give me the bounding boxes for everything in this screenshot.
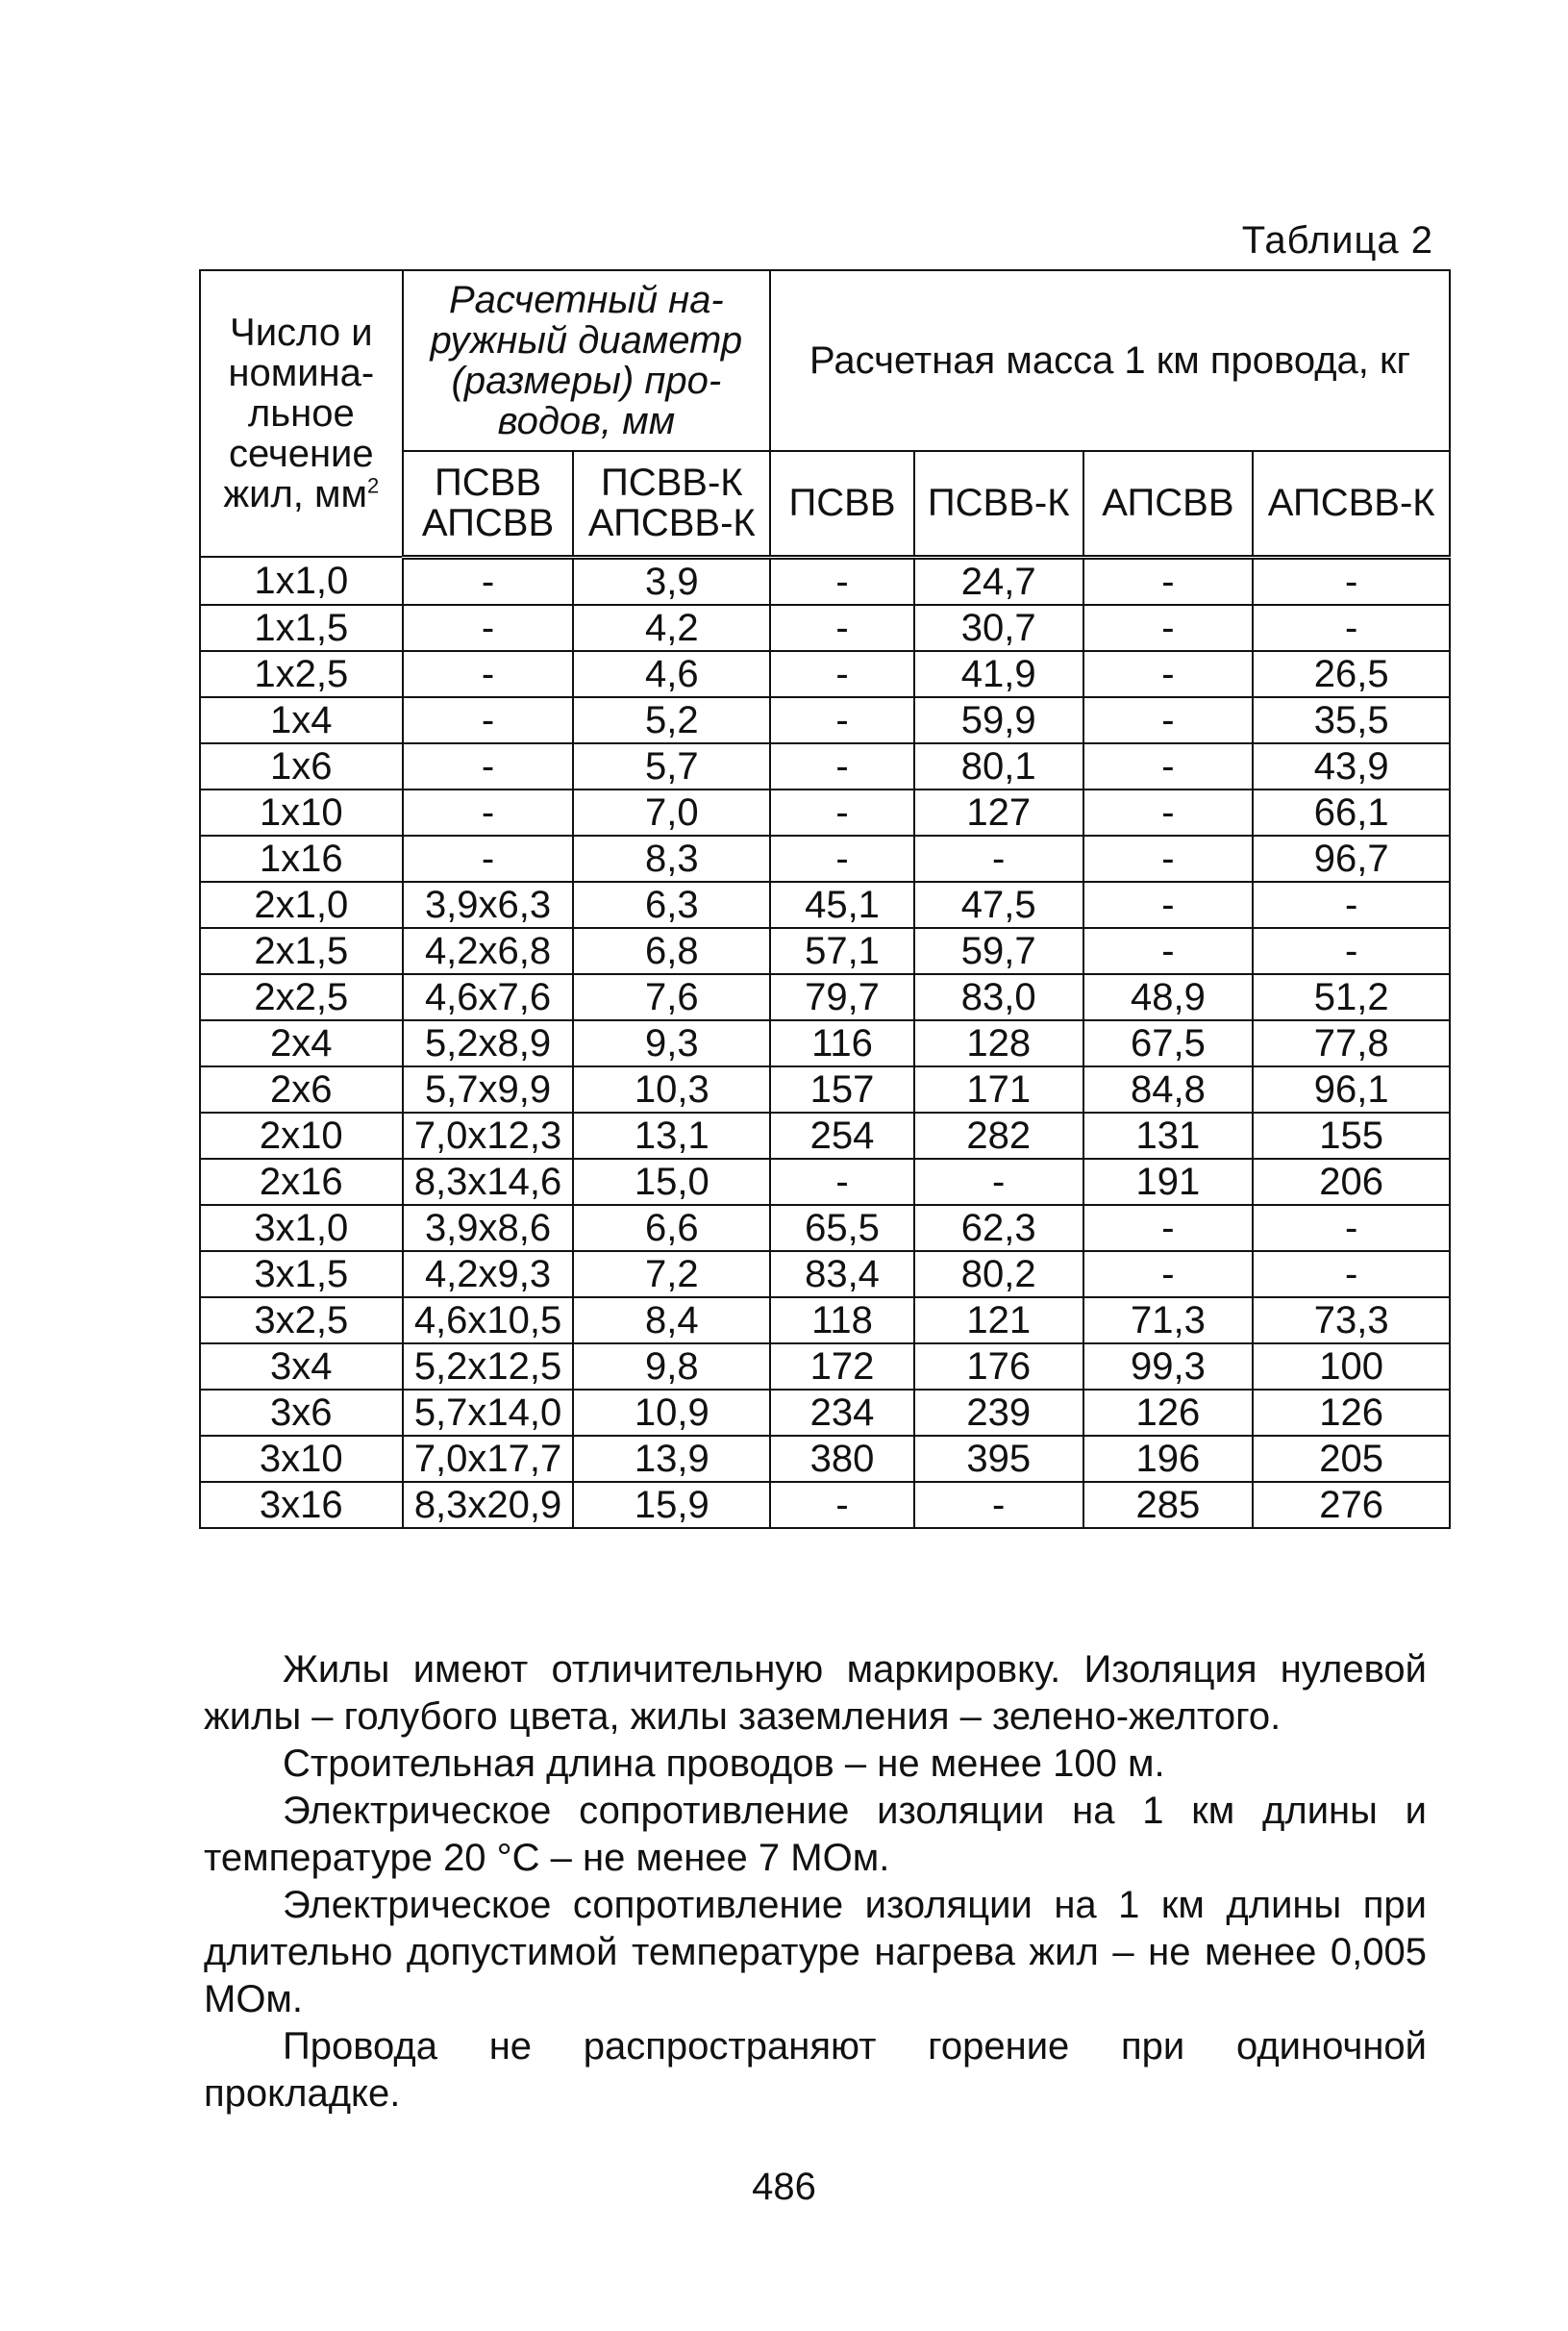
table-cell: 57,1 — [770, 928, 914, 974]
table-body — [200, 557, 1450, 1528]
cable-spec-table — [199, 269, 1451, 1529]
header-mass-col: ПСВВ — [770, 451, 914, 557]
table-row — [200, 1436, 1450, 1482]
table-row — [200, 651, 1450, 697]
table-row — [200, 557, 1450, 605]
table-cell: - — [1253, 1251, 1450, 1297]
table-cell: 51,2 — [1253, 974, 1450, 1020]
table-cell: 84,8 — [1083, 1066, 1254, 1113]
table-cell: 3x1,5 — [200, 1251, 403, 1297]
table-row — [200, 1159, 1450, 1205]
table-cell: 30,7 — [914, 605, 1083, 651]
table-cell: 3x1,0 — [200, 1205, 403, 1251]
table-cell: 176 — [914, 1343, 1083, 1390]
table-cell: 83,0 — [914, 974, 1083, 1020]
table-cell: - — [1083, 1205, 1254, 1251]
table-cell: - — [1083, 743, 1254, 790]
header-diameter-col: ПСВВ АПСВВ — [403, 451, 574, 557]
table-cell: 7,2 — [573, 1251, 770, 1297]
table-cell: 9,8 — [573, 1343, 770, 1390]
header-mass-col: АПСВВ-К — [1253, 451, 1450, 557]
table-cell: 126 — [1083, 1390, 1254, 1436]
table-cell: 128 — [914, 1020, 1083, 1066]
table-cell: - — [1253, 1205, 1450, 1251]
table-cell: - — [770, 651, 914, 697]
table-cell: 1x6 — [200, 743, 403, 790]
table-cell: 10,3 — [573, 1066, 770, 1113]
table-cell: 3x4 — [200, 1343, 403, 1390]
table-row — [200, 1343, 1450, 1390]
table-cell: 100 — [1253, 1343, 1450, 1390]
notes-text — [204, 1646, 1427, 2118]
table-cell: - — [770, 697, 914, 743]
table-cell: 2x6 — [200, 1066, 403, 1113]
table-cell: 15,0 — [573, 1159, 770, 1205]
table-cell: 96,1 — [1253, 1066, 1450, 1113]
table-cell: 35,5 — [1253, 697, 1450, 743]
table-cell: 80,1 — [914, 743, 1083, 790]
table-cell: 206 — [1253, 1159, 1450, 1205]
table-cell: - — [1083, 605, 1254, 651]
table-cell: - — [914, 1159, 1083, 1205]
table-cell: 43,9 — [1253, 743, 1450, 790]
table-cell: 2x4 — [200, 1020, 403, 1066]
table-cell: 4,6x10,5 — [403, 1297, 574, 1343]
table-row — [200, 1297, 1450, 1343]
table-cell: 4,2 — [573, 605, 770, 651]
table-cell: 6,8 — [573, 928, 770, 974]
table-row — [200, 1482, 1450, 1528]
table-cell: 7,0 — [573, 790, 770, 836]
table-cell: - — [1083, 836, 1254, 882]
header-mass-col: АПСВВ — [1083, 451, 1254, 557]
table-cell: 126 — [1253, 1390, 1450, 1436]
table-cell: - — [770, 836, 914, 882]
table-cell: 77,8 — [1253, 1020, 1450, 1066]
table-cell: 171 — [914, 1066, 1083, 1113]
table-row — [200, 1390, 1450, 1436]
table-cell: - — [1253, 605, 1450, 651]
table-cell: 24,7 — [914, 557, 1083, 605]
table-row — [200, 743, 1450, 790]
table-cell: 3x6 — [200, 1390, 403, 1436]
table-cell: - — [770, 605, 914, 651]
table-cell: 2x1,5 — [200, 928, 403, 974]
table-cell: 395 — [914, 1436, 1083, 1482]
table-cell: 13,1 — [573, 1113, 770, 1159]
table-cell: 1x10 — [200, 790, 403, 836]
table-cell: 196 — [1083, 1436, 1254, 1482]
table-cell: 5,2x12,5 — [403, 1343, 574, 1390]
table-cell: 8,4 — [573, 1297, 770, 1343]
table-cell: 3,9x8,6 — [403, 1205, 574, 1251]
table-cell: 8,3x14,6 — [403, 1159, 574, 1205]
table-cell: 6,6 — [573, 1205, 770, 1251]
table-cell: 5,7x9,9 — [403, 1066, 574, 1113]
table-row — [200, 790, 1450, 836]
table-cell: 172 — [770, 1343, 914, 1390]
table-cell: 2x16 — [200, 1159, 403, 1205]
table-cell: 8,3x20,9 — [403, 1482, 574, 1528]
table-row — [200, 1020, 1450, 1066]
table-cell: 5,2 — [573, 697, 770, 743]
table-cell: 205 — [1253, 1436, 1450, 1482]
table-cell: - — [403, 790, 574, 836]
paragraph: Жилы имеют отличительную маркировку. Изоляция нулевой жилы – голубого цвета, жилы заземления – зелено-желтого. — [204, 1648, 1427, 1738]
table-cell: - — [914, 1482, 1083, 1528]
table-cell: 96,7 — [1253, 836, 1450, 882]
table-cell: - — [1083, 928, 1254, 974]
table-cell: - — [403, 605, 574, 651]
table-cell: - — [403, 557, 574, 605]
table-row — [200, 1066, 1450, 1113]
table-cell: 65,5 — [770, 1205, 914, 1251]
table-cell: - — [770, 743, 914, 790]
table-cell: 62,3 — [914, 1205, 1083, 1251]
header-diameter: Расчетный на-ружный диаметр (размеры) про-водов, мм — [403, 270, 771, 451]
table-cell: 116 — [770, 1020, 914, 1066]
table-cell: 66,1 — [1253, 790, 1450, 836]
header-mass-col: ПСВВ-К — [914, 451, 1083, 557]
table-cell: 157 — [770, 1066, 914, 1113]
table-row — [200, 1251, 1450, 1297]
table-cell: 3x10 — [200, 1436, 403, 1482]
table-cell: 5,2x8,9 — [403, 1020, 574, 1066]
table-cell: 8,3 — [573, 836, 770, 882]
table-cell: 2x1,0 — [200, 882, 403, 928]
table-cell: 80,2 — [914, 1251, 1083, 1297]
table-cell: 1x16 — [200, 836, 403, 882]
table-cell: - — [1253, 928, 1450, 974]
table-cell: - — [770, 790, 914, 836]
table-cell: 1x1,0 — [200, 557, 403, 605]
header-diameter-col: ПСВВ-К АПСВВ-К — [573, 451, 770, 557]
table-cell: - — [1253, 557, 1450, 605]
table-cell: 234 — [770, 1390, 914, 1436]
table-cell: 99,3 — [1083, 1343, 1254, 1390]
table-cell: 7,0x12,3 — [403, 1113, 574, 1159]
table-cell: 48,9 — [1083, 974, 1254, 1020]
table-row — [200, 1205, 1450, 1251]
paragraph: Провода не распространяют горение при одиночной прокладке. — [204, 2025, 1427, 2115]
table-cell: - — [1083, 1251, 1254, 1297]
paragraph: Электрическое сопротивление изоляции на 1 км длины и температуре 20 °С – не менее 7 МОм. — [204, 1790, 1427, 1879]
table-cell: 2x10 — [200, 1113, 403, 1159]
table-cell: - — [403, 743, 574, 790]
table-cell: 71,3 — [1083, 1297, 1254, 1343]
table-cell: 4,2x6,8 — [403, 928, 574, 974]
table-cell: 10,9 — [573, 1390, 770, 1436]
table-cell: - — [914, 836, 1083, 882]
table-cell: 13,9 — [573, 1436, 770, 1482]
table-row — [200, 1113, 1450, 1159]
table-cell: 1x2,5 — [200, 651, 403, 697]
paragraph: Электрическое сопротивление изоляции на 1 км длины при длительно допустимой температуре нагрева жил – не менее 0,005 МОм. — [204, 1884, 1427, 2020]
table-cell: 254 — [770, 1113, 914, 1159]
header-mass: Расчетная масса 1 км провода, кг — [770, 270, 1450, 451]
table-cell: 83,4 — [770, 1251, 914, 1297]
table-cell: 3,9x6,3 — [403, 882, 574, 928]
table-cell: 127 — [914, 790, 1083, 836]
table-cell: 285 — [1083, 1482, 1254, 1528]
table-cell: 191 — [1083, 1159, 1254, 1205]
table-cell: 59,9 — [914, 697, 1083, 743]
table-cell: - — [1083, 697, 1254, 743]
table-row — [200, 697, 1450, 743]
paragraph: Строительная длина проводов – не менее 100 м. — [283, 1742, 1165, 1785]
table-cell: 4,6x7,6 — [403, 974, 574, 1020]
table-cell: 1x4 — [200, 697, 403, 743]
table-cell: - — [403, 836, 574, 882]
table-cell: 5,7 — [573, 743, 770, 790]
table-cell: 73,3 — [1253, 1297, 1450, 1343]
table-cell: 59,7 — [914, 928, 1083, 974]
table-cell: - — [1083, 882, 1254, 928]
table-cell: 26,5 — [1253, 651, 1450, 697]
table-cell: 7,0x17,7 — [403, 1436, 574, 1482]
table-caption: Таблица 2 — [1241, 219, 1433, 262]
table-cell: - — [403, 697, 574, 743]
table-cell: 9,3 — [573, 1020, 770, 1066]
table-cell: 282 — [914, 1113, 1083, 1159]
table-cell: 4,6 — [573, 651, 770, 697]
table-cell: - — [403, 651, 574, 697]
table-cell: 6,3 — [573, 882, 770, 928]
table-row — [200, 974, 1450, 1020]
table-cell: 7,6 — [573, 974, 770, 1020]
header-section: Число и номина-льное сечение жил, $мм^2$ — [200, 270, 403, 557]
table-cell: 4,2x9,3 — [403, 1251, 574, 1297]
table-cell: 67,5 — [1083, 1020, 1254, 1066]
table-cell: - — [1083, 790, 1254, 836]
table-row — [200, 882, 1450, 928]
table-cell: - — [770, 557, 914, 605]
table-cell: - — [1083, 557, 1254, 605]
table-cell: - — [1253, 882, 1450, 928]
table-row — [200, 928, 1450, 974]
table-cell: - — [770, 1159, 914, 1205]
table-cell: 155 — [1253, 1113, 1450, 1159]
table-row — [200, 605, 1450, 651]
table-cell: - — [770, 1482, 914, 1528]
table-cell: 5,7x14,0 — [403, 1390, 574, 1436]
table-cell: 41,9 — [914, 651, 1083, 697]
table-cell: 45,1 — [770, 882, 914, 928]
page-number: 486 — [752, 2166, 816, 2208]
table-cell: 121 — [914, 1297, 1083, 1343]
table-cell: 3x16 — [200, 1482, 403, 1528]
table-cell: 79,7 — [770, 974, 914, 1020]
table-cell: 3,9 — [573, 557, 770, 605]
table-cell: 276 — [1253, 1482, 1450, 1528]
table-cell: 3x2,5 — [200, 1297, 403, 1343]
table-cell: 118 — [770, 1297, 914, 1343]
table-cell: 380 — [770, 1436, 914, 1482]
table-cell: 131 — [1083, 1113, 1254, 1159]
table-cell: 239 — [914, 1390, 1083, 1436]
table-cell: 47,5 — [914, 882, 1083, 928]
table-cell: 2x2,5 — [200, 974, 403, 1020]
table-cell: - — [1083, 651, 1254, 697]
table-cell: 15,9 — [573, 1482, 770, 1528]
table-row — [200, 836, 1450, 882]
table-cell: 1x1,5 — [200, 605, 403, 651]
